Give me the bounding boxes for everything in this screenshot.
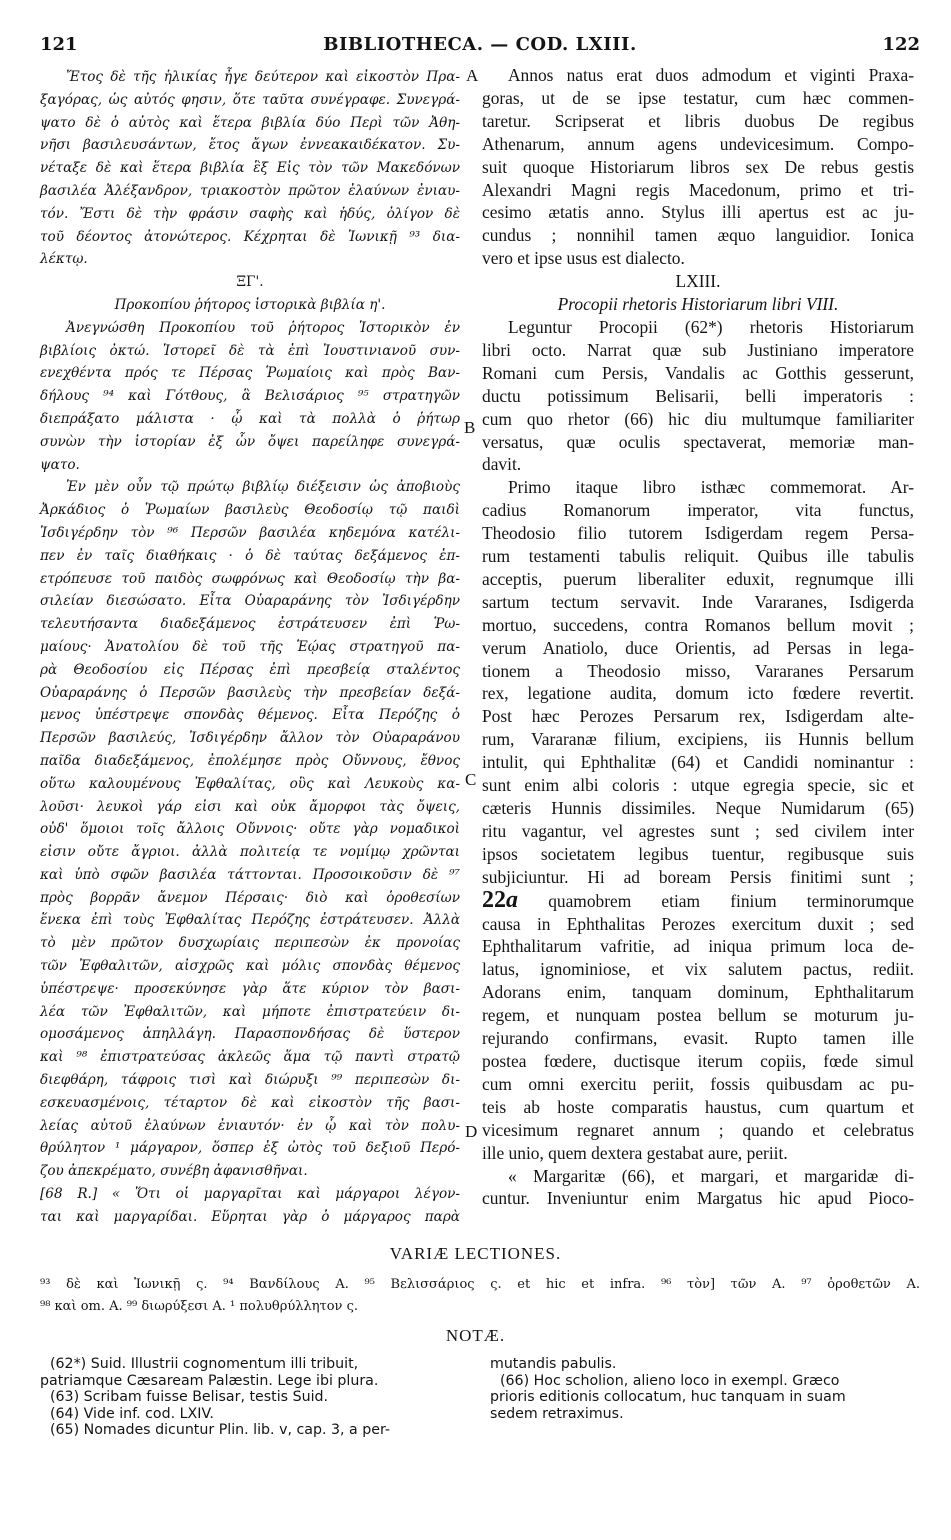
text-line: davit. [482, 454, 522, 475]
text-line: libri octo. Narrat quæ sub Justiniano imperatore [482, 339, 914, 360]
text-line: Οὐαραράνης ὁ Περσῶν βασιλεὺς τὴν πρεσβείαν δεξά- [40, 684, 460, 701]
text-line: καὶ ⁹⁸ ἐπιστρατεύσας ἀκλεῶς ἅμα τῷ παντὶ στρατῷ [40, 1049, 460, 1066]
text-line: taretur. Scripserat et libris duobus De regibus [482, 110, 914, 131]
greek-text-column [40, 66, 460, 1229]
text-line: postea fœdere, ductisque iterum copiis, fœde simul [482, 1050, 914, 1071]
text-line: Annos natus erat duos admodum et viginti Praxa- [508, 65, 914, 85]
text-line: Leguntur Procopii (62*) rhetoris Historiarum [508, 316, 914, 337]
text-line: Ἀρκάδιος ὁ Ῥωμαίων βασιλεὺς Θεοδοσίῳ τῷ παιδὶ [40, 502, 460, 519]
text-line: λέα τῶν Ἐφθαλιτῶν, καὶ μήποτε ἐπιστρατεύειν δι- [40, 1003, 460, 1020]
text-line: παῖδα διαδεξάμενος, ἐπολέμησε πρὸς Οὔννους, ἔθνος [40, 752, 460, 769]
note-line: (62*) Suid. Illustrii cognomentum illi tribuit, [50, 1356, 359, 1372]
text-line: οὕτω καλουμένους Ἐφθαλίτας, οὓς καὶ Λευκοὺς κα- [40, 775, 460, 792]
text-line: οὐδ' ὅμοιοι τοῖς ἄλλοις Οὔννοις· οὔτε γὰρ νομαδικοὶ [40, 821, 460, 838]
page-number-left: 121 [40, 34, 78, 55]
text-line: Theodosio filio tutorem Isdigerdam regem Persa- [482, 523, 914, 544]
text-line: Ἔτος δὲ τῆς ἡλικίας ἦγε δεύτερον καὶ εἰκοστὸν Πρα- [66, 69, 460, 85]
text-line: τὸ μὲν πρῶτον δυσχωρίαις περιπεσὼν ἐκ προνοίας [40, 935, 460, 952]
latin-text-column [482, 64, 914, 1210]
text-line: διεφθάρη, τάφροις τισὶ καὶ διώρυξι ⁹⁹ περιπεσὼν δι- [40, 1072, 460, 1089]
text-line: σιλείαν διεσώσατο. Εἶτα Οὐαραράνης τὸν Ἰσδιγέρδην [40, 593, 460, 610]
page-number-right: 122 [882, 34, 920, 55]
text-line: ὑπέστρεψε· προσεκύνησε γὰρ ἅτε κύριον τὸν βασι- [40, 980, 460, 997]
text-line: Ἰσδιγέρδην τὸν ⁹⁶ Περσῶν βασιλέα κηδεμόνα κατέλι- [40, 524, 460, 541]
text-line: acceptis, puerum liberaliter eduxit, regnumque illi [482, 568, 914, 589]
text-line: ζου ἀπεκρέματο, συνέβη ἀφανισθῆναι. [40, 1163, 308, 1180]
text-line: Athenarum, annum agens undevicesimum. Compo- [482, 133, 914, 154]
text-line: βιβλίοις ὀκτώ. Ἱστορεῖ δὲ τὰ ἐπὶ Ἰουστινιανοῦ συν- [40, 342, 460, 359]
text-line: Adorans enim, tanquam dominum, Ephthalitarum [482, 982, 914, 1003]
text-line: νῆσι βασιλευσάντων, ἔτος ἄγων ἐννεακαιδέκατον. Συ- [40, 137, 460, 154]
text-line: Περσῶν βασιλεύς, Ἰσδιγέρδην ἄλλον τὸν Οὐαραράνου [40, 730, 460, 747]
section-title: Procopii rhetoris Historiarum libri VIII. [557, 294, 839, 315]
text-line: versatus, quæ oculis spectaverat, memoriæ man- [482, 431, 914, 452]
text-line: μαίους· Ἀνατολίου δὲ τοῦ τῆς Ἑῴας στρατηγοῦ πα- [40, 638, 460, 655]
text-line: cesimo ætatis anno. Stylus illi apertus est ac ju- [482, 202, 914, 223]
text-line: rum, Vararanæ filium, excipiens, iis Hunnis bellum [482, 729, 914, 750]
page-header [40, 34, 920, 58]
text-line: ρὰ Θεοδοσίου εἰς Πέρσας ἐπὶ πρεσβείᾳ σταλέντος [40, 661, 460, 678]
text-line: teis ab hoste comparatis haustus, cum quartum et [482, 1096, 914, 1117]
text-line: intulit, qui Ephthalitæ (64) et Candidi nominantur : [482, 752, 914, 773]
text-line: συνὼν τὴν ἱστορίαν ἐξ ὧν ὄψει παρείληφε συνεγρά- [40, 433, 460, 450]
text-fragment: quamobrem etiam finium terminorumque [548, 890, 914, 911]
text-line: διεπράξατο μάλιστα · ᾧ καὶ τὰ πολλὰ ὁ ῥήτωρ [40, 410, 460, 427]
text-line: suit quoque Historiarum libros sex De rebus gestis [482, 156, 914, 177]
text-line: ductu potissimum Belisarii, belli imperatoris : [482, 385, 914, 406]
variae-lectiones-heading: VARIÆ LECTIONES. [389, 1244, 562, 1263]
text-line: regem, et nunquam postea bellum se moturum ju- [482, 1005, 914, 1026]
section-number: LXIII. [675, 271, 721, 292]
note-line: (65) Nomades dicuntur Plin. lib. v, cap. 3, a per- [50, 1422, 391, 1438]
text-line: cæteris Hunnis dissimiles. Neque Numidarum (65) [482, 798, 914, 818]
text-line: [68 R.] « Ὅτι οἱ μαργαρῖται καὶ μάργαροι λέγον- [40, 1186, 460, 1203]
text-line: ψατο δὲ ὁ αὐτὸς καὶ ἕτερα βιβλία δύο Περὶ τῶν Ἀθη- [40, 114, 460, 131]
column-marker-number: 22 [482, 886, 506, 913]
text-line: verum Anatiolo, duce Orientis, ad Persas in lega- [482, 637, 914, 658]
note-line: (64) Vide inf. cod. LXIV. [50, 1405, 214, 1422]
text-line: cuntur. Inveniuntur enim Margatus hic apud Pioco- [482, 1188, 914, 1209]
text-line: ἕνεκα ἐπὶ τοὺς Ἐφθαλίτας Περόζης ἐστράτευσεν. Ἀλλὰ [40, 912, 460, 929]
text-line: ξαγόρας, ὡς αὐτός φησιν, ὅτε ταῦτα συνέγραφε. Συνεγρά- [40, 91, 460, 108]
note-line: prioris editionis collocatum, huc tanquam in suam [490, 1389, 846, 1405]
note-line: (63) Scribam fuisse Belisar, testis Suid. [50, 1389, 329, 1405]
text-line: καὶ ὑπὸ σφῶν βασιλέα τάττονται. Προσοικοῦσιν δὲ ⁹⁷ [40, 866, 460, 883]
text-line: Primo itaque libro isthæc commemorat. Ar- [508, 477, 914, 498]
text-line: ipsos societatem legibus tuentur, regibusque suis [482, 843, 914, 864]
column-marker-22a [482, 887, 518, 913]
text-line: Romani cum Persis, Vandalis ac Gotthis gesserunt, [482, 362, 914, 383]
text-line: λέκτῳ. [40, 251, 88, 268]
text-line: λοῦσι· λευκοὶ γάρ εἰσι καὶ οὐκ ἄμορφοι τὰς ὄψεις, [40, 798, 460, 815]
text-line: goras, ut de se ipse testatur, cum hæc commen- [482, 87, 914, 108]
text-line: πεν ἐν ταῖς διαθήκαις · ὁ δὲ ταύτας δεξάμενος ἐπ- [40, 547, 460, 564]
column-marker-letter: a [506, 886, 518, 913]
text-line: δήλους ⁹⁴ καὶ Γότθους, ἃ Βελισάριος ⁹⁵ στρατηγῶν [40, 388, 460, 405]
text-line: νέταξε δὲ καὶ ἕτερα βιβλία ἓξ Εἰς τὸν τῶν Μακεδόνων [40, 160, 460, 177]
section-number: ΞΓ'. [236, 274, 264, 291]
text-line-with-column-marker [482, 886, 914, 913]
text-line: ψατο. [40, 456, 80, 473]
text-line: πρὸς βορρᾶν ἄνεμον Πέρσαις· διὸ καὶ ὁροθεσίων [40, 889, 460, 906]
text-line: mortuo, succedens, contra Romanos bellum movit ; [482, 614, 914, 635]
text-line: Post hæc Perozes Persarum rex, Isdigerdam alte- [482, 706, 914, 727]
margin-marker-d: D [465, 1122, 478, 1141]
text-line: τοῦ δέοντος ἀτονώτερος. Κέχρηται δὲ Ἰωνικῇ ⁹³ δια- [40, 228, 460, 245]
text-line: ετρόπευσε τοῦ παιδὸς σωφρόνως καὶ Θεοδοσίῳ τὴν βα- [40, 570, 460, 587]
text-line: εσκευασμένοις, τέταρτον δὲ καὶ εἰκοστὸν τῆς βασι- [40, 1094, 460, 1111]
note-line: (66) Hoc scholion, alieno loco in exempl. Græco [500, 1372, 840, 1389]
text-line: rex, legatione audita, domum icto fœdere revertit. [482, 683, 914, 704]
text-line: tionem a Theodosio misso, Vararanes Persarum [482, 660, 914, 681]
note-line: mutandis pabulis. [490, 1356, 617, 1372]
text-line: cum omni exercitu periit, fossis quibusdam ac pu- [482, 1073, 914, 1094]
text-line: rejurando confirmans, evasit. Rupto tamen ille [482, 1028, 914, 1049]
notae-heading: NOTÆ. [445, 1326, 506, 1345]
text-line: τελευτήσαντα διαδεξάμενος ἐστράτευσεν ἐπὶ Ῥω- [40, 616, 460, 633]
variae-line: ⁹⁸ καὶ om. A. ⁹⁹ διωρύξεσι A. ¹ πολυθρύλλητον ς. [40, 1299, 358, 1314]
margin-marker-b: B [464, 418, 476, 437]
text-line: Ephthalitarum vafritie, ad iniqua primum loca de- [482, 936, 914, 957]
notae-left-column [40, 1356, 470, 1439]
text-line: ritu vagantur, vel agrestes sunt ; sed civilem inter [482, 820, 914, 841]
text-line: εἰσιν οὔτε ἄγριοι. ἀλλὰ πολιτείᾳ τε νομίμῳ χρῶνται [40, 844, 460, 861]
variae-line: ⁹³ δὲ καὶ Ἰωνικῇ ς. ⁹⁴ Βανδίλους A. ⁹⁵ Βελισσάριος ς. et hic et infra. ⁹⁶ τὸν] τῶν A. ⁹⁷ ὁροθετῶν A. [40, 1277, 920, 1292]
text-line: vero et ipse usus est dialecto. [482, 248, 685, 269]
note-line: patriamque Cæsaream Palæstin. Lege ibi plura. [40, 1372, 379, 1389]
text-line: cundus ; nonnihil tamen æquo languidior. Ionica [482, 225, 914, 246]
text-line: τόν. Ἔστι δὲ τὴν φράσιν σαφὴς καὶ ἡδύς, ὀλίγον δὲ [40, 205, 460, 222]
text-line: ενεχθέντα πρός τε Πέρσας Ῥωμαίοις καὶ πρὸς Βαν- [40, 365, 460, 382]
text-line: βασιλέα Ἀλέξανδρον, τριακοστὸν πρῶτον ἐλαύνων ἐνιαυ- [40, 182, 460, 199]
text-line: cadius Romanorum imperator, vita functus, [482, 500, 914, 521]
text-line: ομοσάμενος ἀπηλλάγη. Παρασπονδήσας δὲ ὕστερον [40, 1026, 460, 1043]
text-line: sunt enim albi coloris : utque egregia specie, sic et [482, 775, 914, 796]
text-line: Ἀνεγνώσθη Προκοπίου τοῦ ῥήτορος Ἱστορικὸν ἐν [66, 319, 460, 336]
section-title: Προκοπίου ῥήτορος ἱστορικὰ βιβλία η'. [114, 296, 386, 313]
text-line: sartum tectum servavit. Inde Vararanes, Isdigerda [482, 591, 914, 612]
margin-marker-c: C [465, 770, 477, 789]
text-line: subjiciuntur. Hi ad boream Persis finitimi sunt ; [482, 866, 914, 887]
text-line: causa in Ephthalitas Perozes exercitum duxit ; sed [482, 913, 914, 934]
note-line: sedem retraximus. [490, 1405, 624, 1422]
text-line: θρύλητον ¹ μάργαρον, ὅσπερ ἐξ ὠτὸς τοῦ δεξιοῦ Περό- [40, 1140, 460, 1157]
text-line: Alexandri Magni regis Macedonum, primo et tri- [482, 179, 914, 200]
text-line: τῶν Ἐφθαλιτῶν, αἰσχρῶς καὶ μόλις σπονδὰς θέμενος [40, 958, 460, 975]
text-line: ται καὶ μαργαρίδαι. Εὕρηται γὰρ ὁ μάργαρος παρὰ [40, 1208, 460, 1225]
text-line: λείας αὐτοῦ ἐλαύνων ἐνιαυτόν· ἐν ᾧ καὶ τὸν πολυ- [40, 1117, 460, 1134]
text-line: « Margaritæ (66), et margari, et margaridæ di- [508, 1165, 914, 1186]
running-title: BIBLIOTHECA. — COD. LXIII. [323, 34, 637, 55]
text-line: Ἐν μὲν οὖν τῷ πρώτῳ βιβλίῳ διέξεισιν ὡς ἀποβιοὺς [66, 479, 460, 496]
text-line: cum quo rhetor (66) hic diu multumque familiariter [482, 408, 914, 429]
text-line: latus, ignominiose, et vix salutem pactus, rediit. [482, 959, 914, 980]
text-line: ille unio, quem dextera gestabat aure, periit. [482, 1142, 788, 1163]
text-line: μενος ὑπέστρεψε σπονδὰς θέμενος. Εἶτα Περόζης ὁ [40, 707, 460, 724]
text-line: vicesimum regnaret annum ; quando et celebratus [482, 1119, 914, 1140]
margin-marker-a: A [466, 66, 479, 85]
text-line: rum testamenti tabulis reliquit. Quibus ille tabulis [482, 546, 914, 567]
variae-lectiones [40, 1274, 920, 1318]
notae-right-column [490, 1356, 920, 1422]
